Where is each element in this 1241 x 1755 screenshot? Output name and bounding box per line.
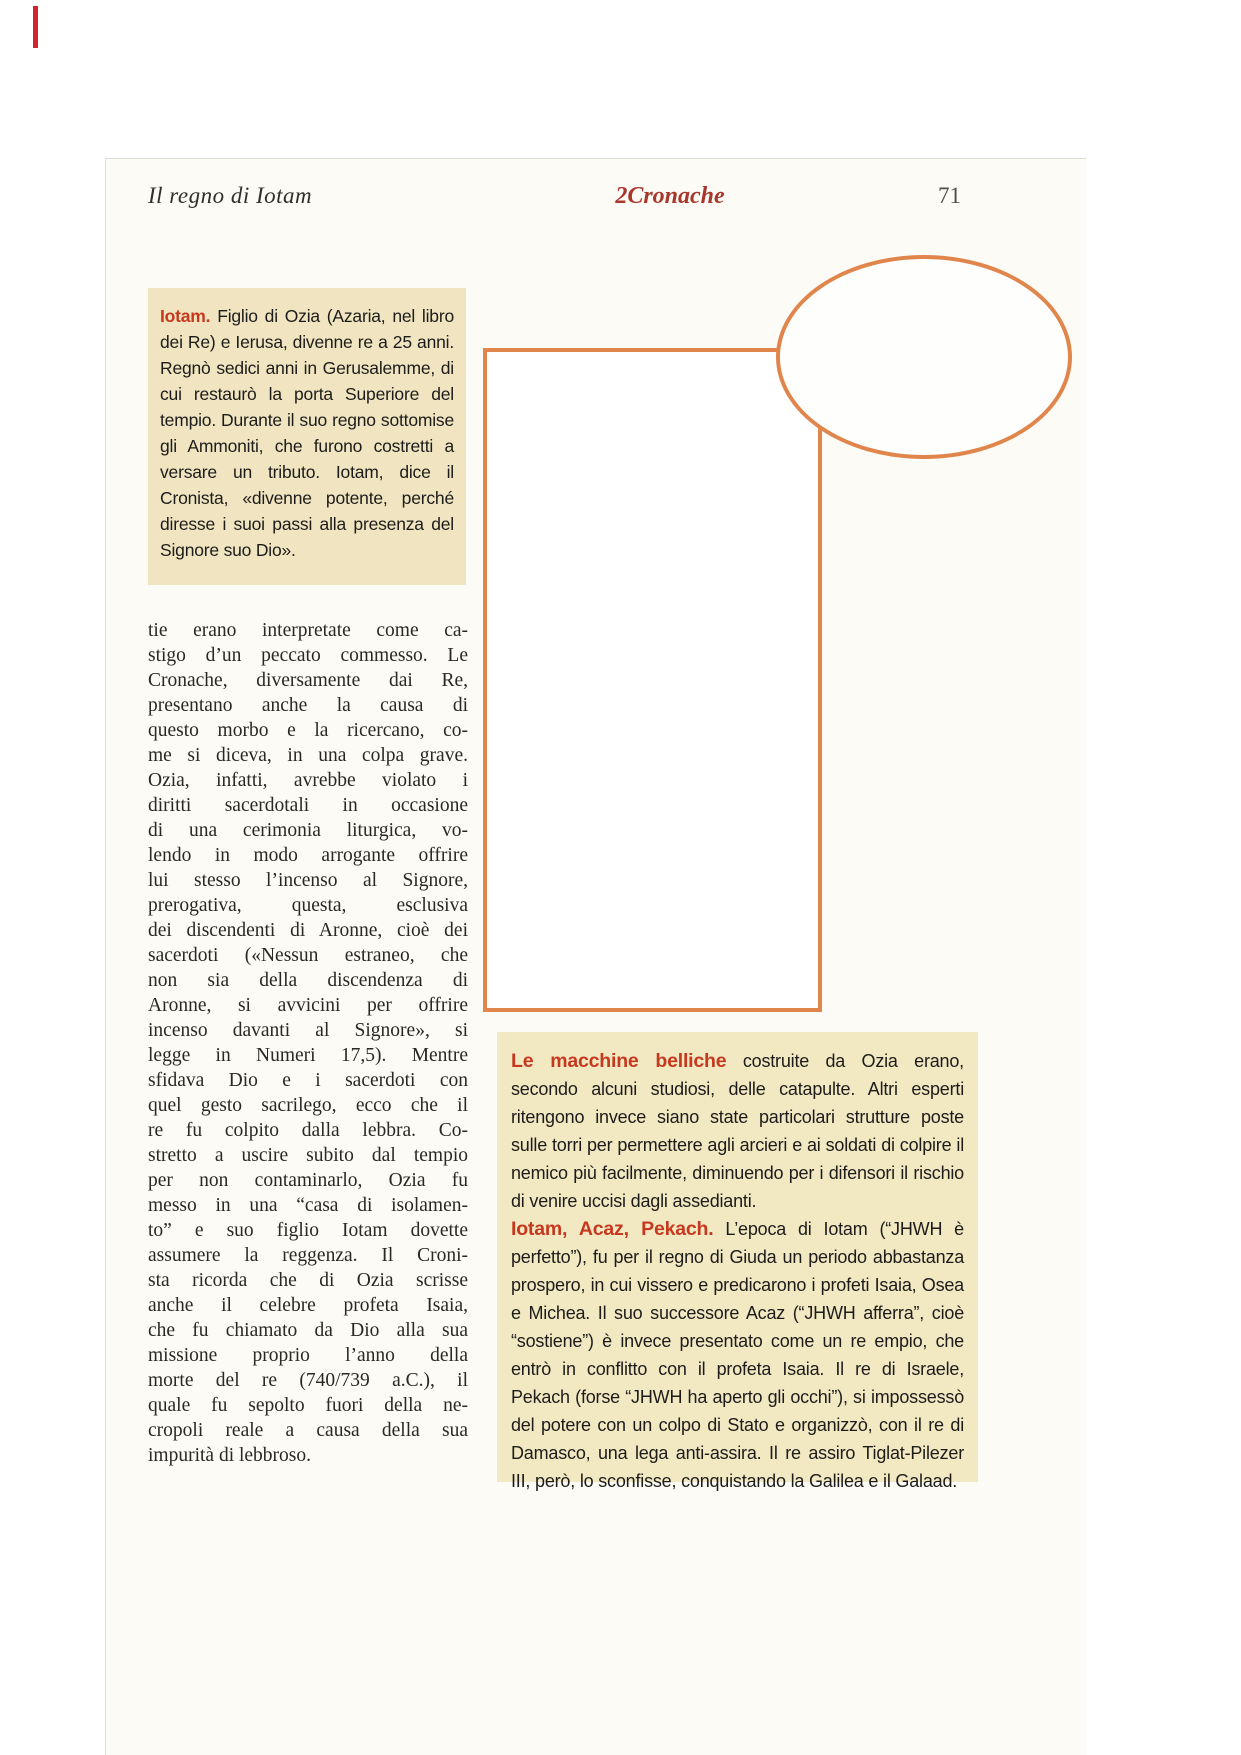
text-line: sfidava Dio e i sacerdoti con xyxy=(148,1070,468,1091)
text-line: legge in Numeri 17,5). Mentre xyxy=(148,1045,468,1066)
text-line: per non contaminarlo, Ozia fu xyxy=(148,1170,468,1191)
text-line: sacerdoti («Nessun estraneo, che xyxy=(148,945,468,966)
text-line: dei discendenti di Aronne, cioè dei xyxy=(148,920,468,941)
text-line: morte del re (740/739 a.C.), il xyxy=(148,1370,468,1391)
figure-placeholder-rectangle xyxy=(483,348,822,1012)
text-line: anche il celebre profeta Isaia, xyxy=(148,1295,468,1316)
info-section-iotam-acaz-pekach xyxy=(511,1215,964,1495)
text-line: to” e suo figlio Iotam dovette xyxy=(148,1220,468,1241)
iotam-box-text: Figlio di Ozia (Azaria, nel libro dei Re) e Ierusa, divenne re a 25 anni. Regnò sedici anni in Gerusalemme, di cui restaurò la porta Superiore del tempio. Durante il suo regno sottomise gli Ammoniti, che furono costretti a versare un tributo. Iotam, dice il Cronista, «divenne potente, perché diresse i suoi passi alla presenza del Signore suo Dio». xyxy=(160,306,454,560)
text-line: non sia della discendenza di xyxy=(148,970,468,991)
main-text-column xyxy=(148,618,468,1468)
text-line: che fu chiamato da Dio alla sua xyxy=(148,1320,468,1341)
text-line: Cronache, diversamente dai Re, xyxy=(148,670,468,691)
info-section-lead: Le macchine belliche xyxy=(511,1050,727,1072)
page-number: 71 xyxy=(938,183,961,208)
text-line: impurità di lebbroso. xyxy=(148,1445,312,1466)
running-header-book-title: 2Cronache xyxy=(615,183,725,209)
text-line: assumere la reggenza. Il Croni- xyxy=(148,1245,468,1266)
text-line: questo morbo e la ricercano, co- xyxy=(148,720,468,741)
iotam-box-lead: Iotam. xyxy=(160,306,211,326)
info-section-war-machines xyxy=(511,1047,964,1215)
text-line: sta ricorda che di Ozia scrisse xyxy=(148,1270,468,1291)
text-line: stretto a uscire subito dal tempio xyxy=(148,1145,468,1166)
red-registration-mark xyxy=(33,6,38,48)
text-line: diritti sacerdotali in occasione xyxy=(148,795,468,816)
text-line: quale fu sepolto fuori della ne- xyxy=(148,1395,468,1416)
text-line: tie erano interpretate come ca- xyxy=(148,620,468,641)
text-line: re fu colpito dalla lebbra. Co- xyxy=(148,1120,468,1141)
text-line: incenso davanti al Signore», si xyxy=(148,1020,468,1041)
info-section-text: costruite da Ozia erano, secondo alcuni studiosi, delle catapulte. Altri esperti ritengono invece siano state particolari strutture poste sulle torri per permettere agli arcieri e ai soldati di colpire il nemico più facilmente, diminuendo per i difensori il rischio di venire uccisi dagli assedianti. xyxy=(511,1051,964,1211)
text-line: di una cerimonia liturgica, vo- xyxy=(148,820,468,841)
iotam-info-box xyxy=(148,288,466,585)
text-line: stigo d’un peccato commesso. Le xyxy=(148,645,468,666)
text-line: prerogativa, questa, esclusiva xyxy=(148,895,468,916)
text-line: lui stesso l’incenso al Signore, xyxy=(148,870,468,891)
text-line: quel gesto sacrilego, ecco che il xyxy=(148,1095,468,1116)
text-line: Aronne, si avvicini per offrire xyxy=(148,995,468,1016)
running-header-section-title: Il regno di Iotam xyxy=(148,183,313,208)
text-line: cropoli reale a causa della sua xyxy=(148,1420,468,1441)
text-line: messo in una “casa di isolamen- xyxy=(148,1195,468,1216)
text-line: presentano anche la causa di xyxy=(148,695,468,716)
info-section-lead: Iotam, Acaz, Pekach. xyxy=(511,1218,714,1240)
info-section-text: L’epoca di Iotam (“JHWH è perfetto”), fu per il regno di Giuda un periodo abbastanza prospero, in cui vissero e predicarono i profeti Isaia, Osea e Michea. Il suo successore Acaz (“JHWH afferra”, cioè “sostiene”) è invece presentato come un re empio, che entrò in conflitto con il profeta Isaia. Il re di Israele, Pekach (forse “JHWH ha aperto gli occhi”), si impossessò del potere con un colpo di Stato e organizzò, con il re di Damasco, una lega anti-assira. Il re assiro Tiglat-Pilezer III, però, lo sconfisse, conquistando la Galilea e il Galaad. xyxy=(511,1219,964,1491)
text-line: missione proprio l’anno della xyxy=(148,1345,468,1366)
war-machines-info-box xyxy=(497,1032,978,1491)
figure-placeholder-ellipse xyxy=(776,255,1072,459)
text-line: Ozia, infatti, avrebbe violato i xyxy=(148,770,468,791)
text-line: lendo in modo arrogante offrire xyxy=(148,845,468,866)
text-line: me si diceva, in una colpa grave. xyxy=(148,745,468,766)
